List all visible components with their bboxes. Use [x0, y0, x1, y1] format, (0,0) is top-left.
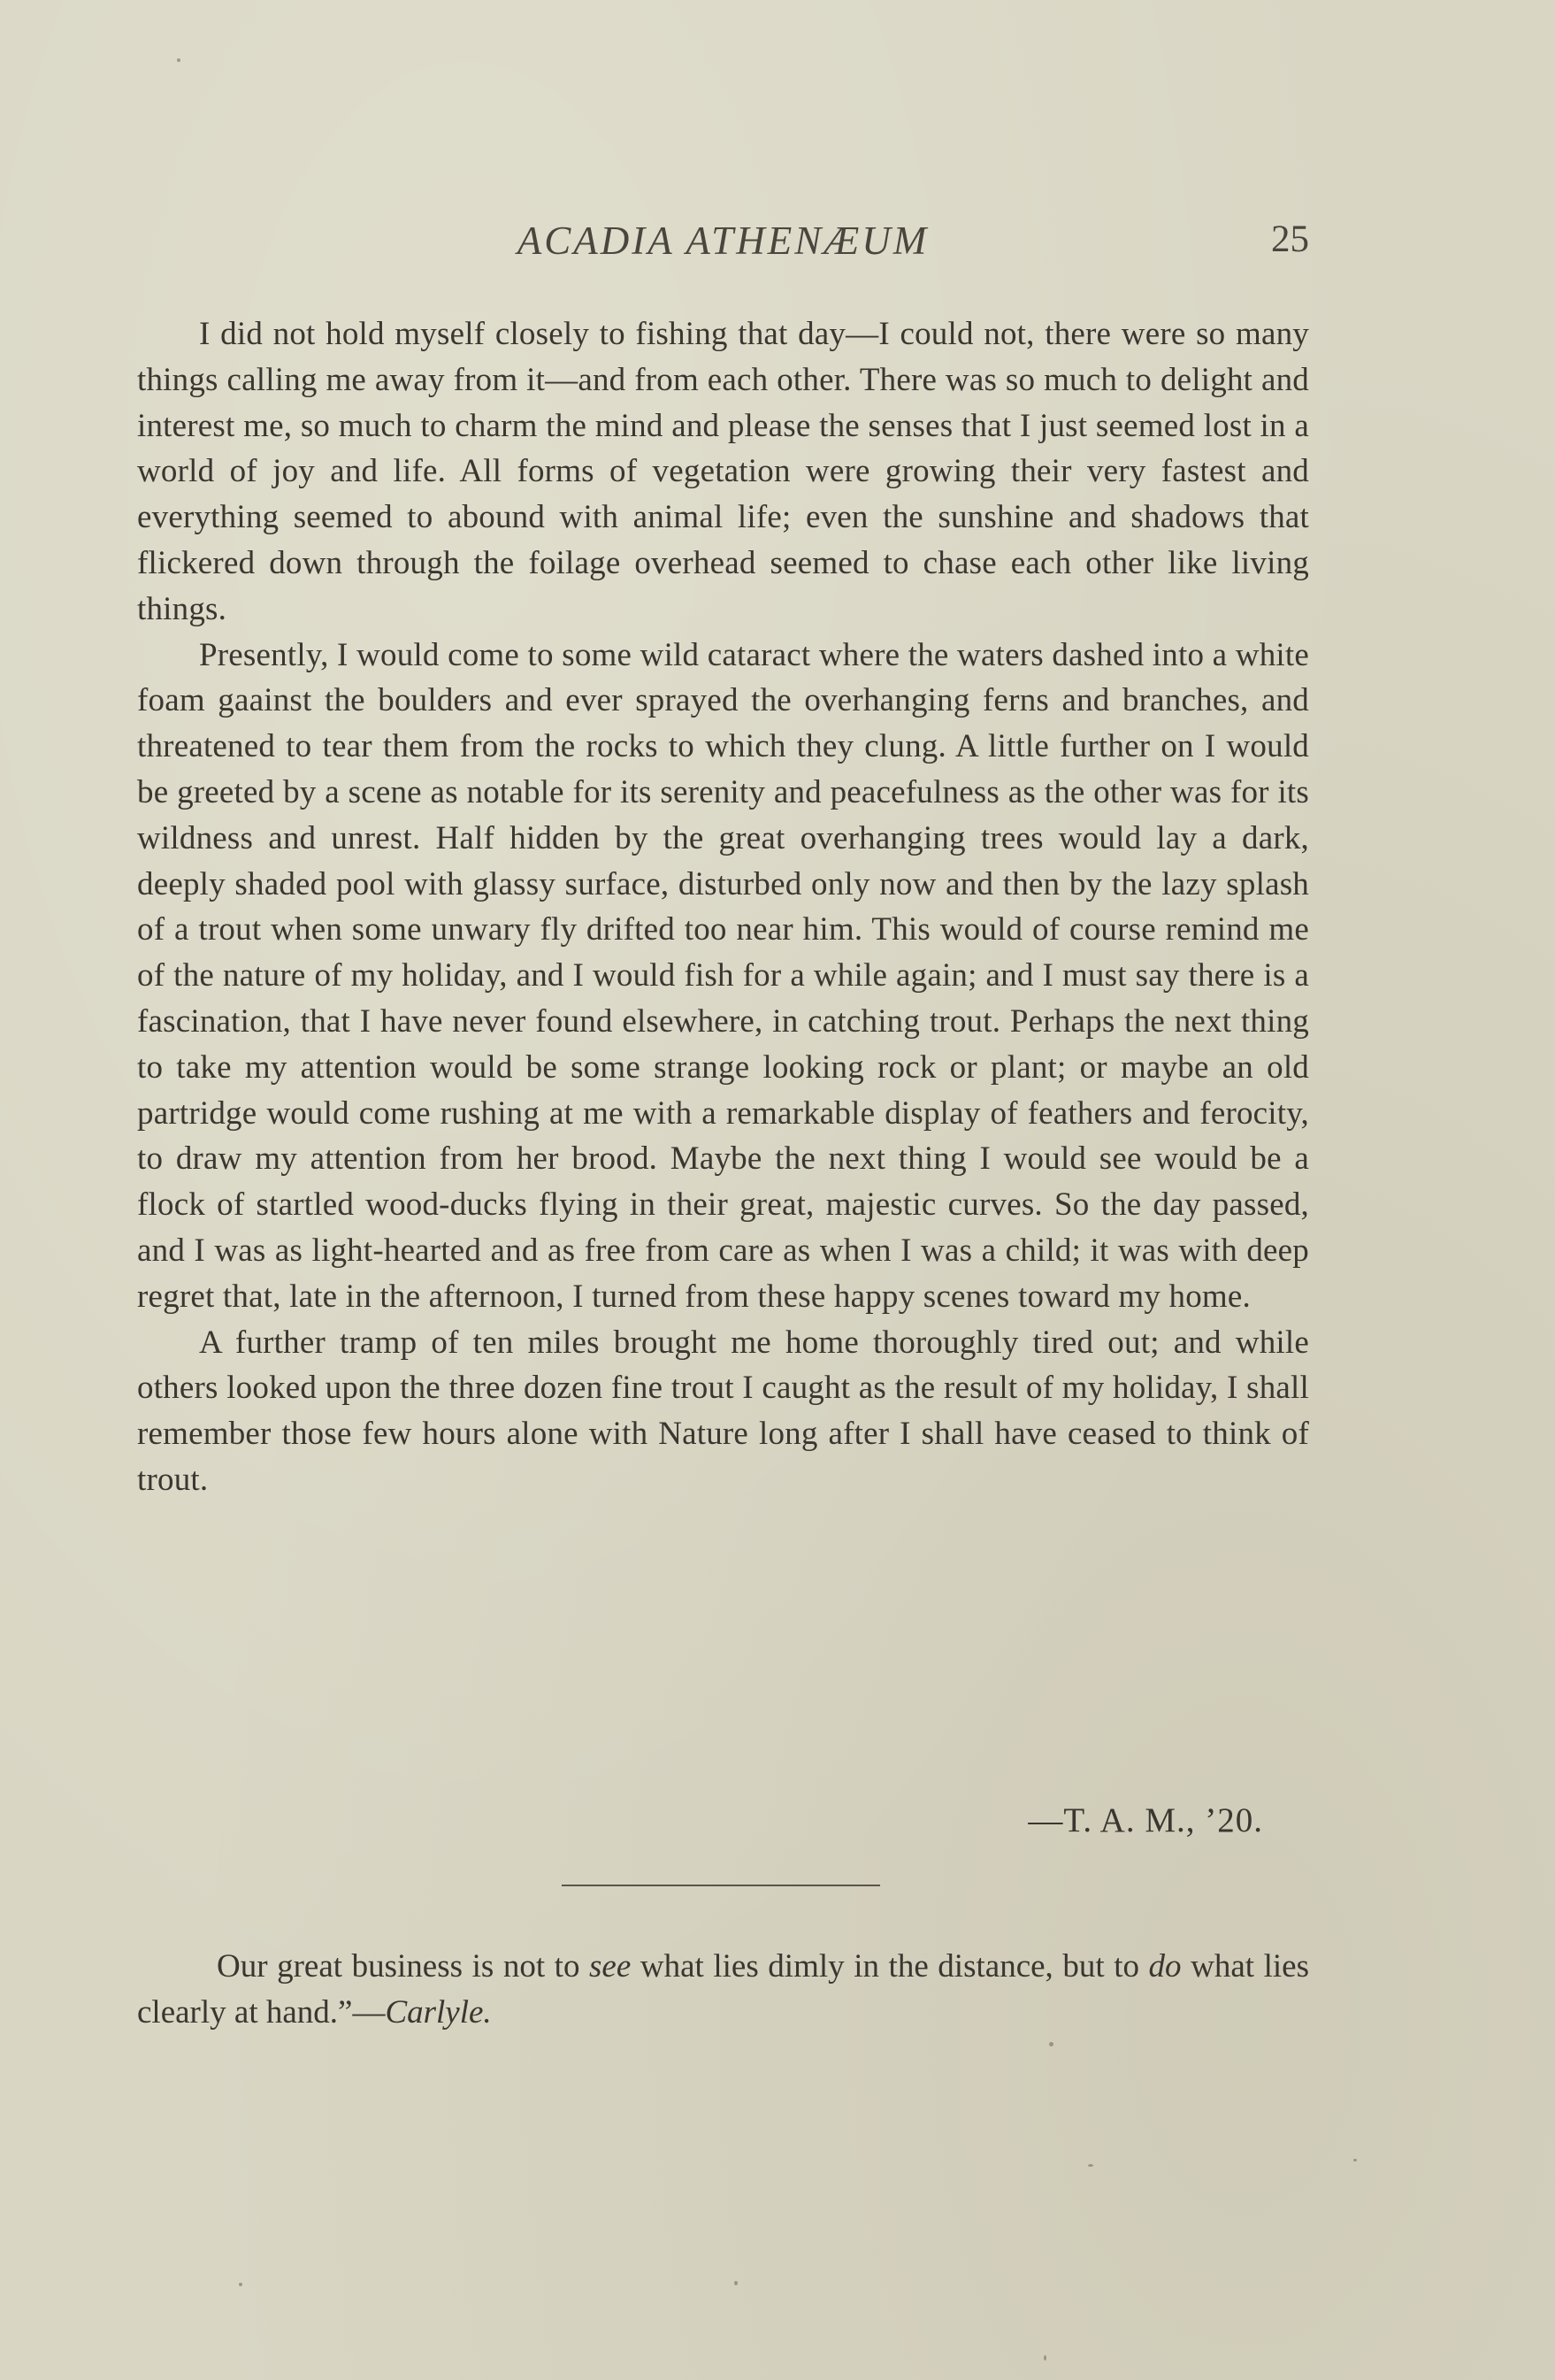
quote-part-1: Our great business is not to: [217, 1948, 590, 1985]
quote-text: [137, 1944, 1309, 2036]
running-head: [137, 218, 1309, 271]
paper-speck: [734, 2281, 738, 2285]
paper-speck: [1088, 2164, 1093, 2167]
quote-emphasis-do: do: [1148, 1948, 1182, 1985]
article-paragraph-3: A further tramp of ten miles brought me home thoroughly tired out; and while others looked upon the three dozen fine trout I caught as the result of my holiday, I shall remember those few hours alone with Nature long after I shall have ceased to think of trout.: [137, 1324, 1309, 1498]
quote-author: Carlyle.: [385, 1994, 492, 2031]
author-signature: —T. A. M., ’20.: [1028, 1801, 1263, 1839]
paper-speck: [1044, 2355, 1046, 2361]
section-divider: [562, 1885, 880, 1886]
quote-emphasis-see: see: [589, 1948, 632, 1985]
paper-speck: [1353, 2159, 1357, 2161]
quote-part-2: what lies dimly in the distance, but to: [631, 1948, 1149, 1985]
paper-speck: [239, 2283, 242, 2286]
article-body: [137, 311, 1309, 1503]
page-number: 25: [1271, 219, 1309, 260]
journal-title: ACADIA ATHENÆUM: [517, 219, 930, 263]
closing-quote: [137, 1944, 1309, 2036]
paper-speck: [1049, 2042, 1053, 2046]
quote-part-3: what lies clearly at hand.”—: [137, 1948, 1309, 2031]
article-paragraph-1: I did not hold myself closely to fishing that day—I could not, there were so many things calling me away from it—and from each other. There was so much to delight and interest me, so much to charm the mind and please the senses that I just seemed lost in a world of joy and life. All forms of vegetation were growing their very fastest and everything seemed to abound with animal life; even the sunshine and shadows that flickered down through the foilage overhead seemed to chase each other like living things.: [137, 316, 1309, 627]
article-paragraph-2: Presently, I would come to some wild cataract where the waters dashed into a white foam gaainst the boulders and ever sprayed the overhanging ferns and branches, and threatened to tear them from the rocks to which they clung. A little further on I would be greeted by a scene as notable for its serenity and peacefulness as the other was for its wildness and unrest. Half hidden by the great overhanging trees would lay a dark, deeply shaded pool with glassy surface, disturbed only now and then by the lazy splash of a trout when some unwary fly drifted too near him. This would of course remind me of the nature of my holiday, and I would fish for a while again; and I must say there is a fascination, that I have never found elsewhere, in catching trout. Perhaps the next thing to take my attention would be some strange looking rock or plant; or maybe an old partridge would come rushing at me with a remarkable display of feathers and ferocity, to draw my attention from her brood. Maybe the next thing I would see would be a flock of startled wood-ducks flying in their great, majestic curves. So the day passed, and I was as light-hearted and as free from care as when I was a child; it was with deep regret that, late in the afternoon, I turned from these happy scenes toward my home.: [137, 636, 1309, 1315]
paper-speck: [177, 58, 180, 62]
